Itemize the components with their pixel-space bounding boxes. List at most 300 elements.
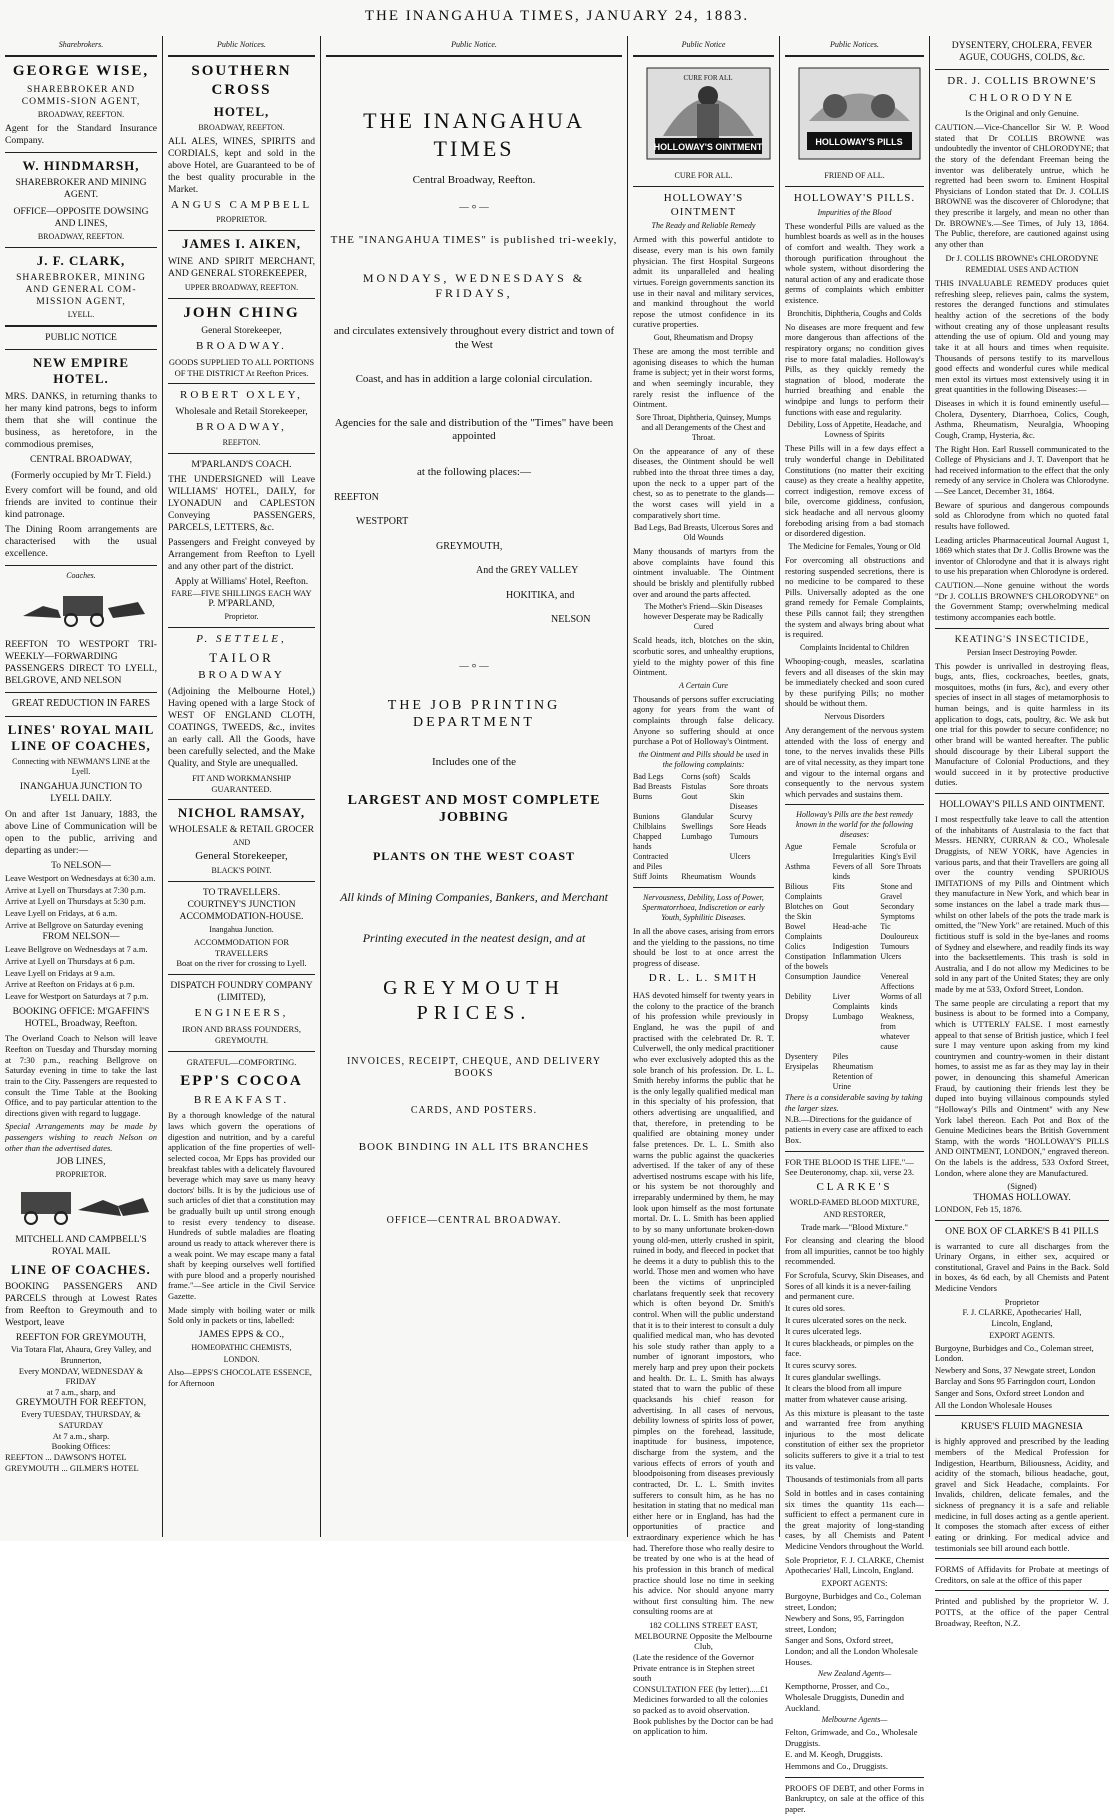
- notice-headline: LARGEST AND MOST COMPLETE JOBBING: [347, 792, 601, 826]
- hotel-address: BROADWAY, REEFTON.: [198, 122, 285, 132]
- advertiser-role: HOMEOPATHIC CHEMISTS,: [191, 1342, 292, 1352]
- advert-text: Leading articles Pharmaceutical Journal August 1, 1869 which states that Dr J. Collis Browne was the inventor of Chlorodyne and that it is always right to use his preparation when Chlorodyne is ordered.: [935, 534, 1109, 577]
- product-name: EPP'S COCOA: [180, 1072, 303, 1089]
- table-cell: Bad Legs: [633, 771, 664, 781]
- list-item: It clears the blood from all impure matter from whatever cause arising.: [785, 1383, 908, 1404]
- advert-text: CAUTION.—Vice-Chancellor Sir W. P. Wood stated that Dr COLLIS BROWNE was undoubtedly the inventor of CHLORODYNE; that the story of the defendant Freeman being the inventor was deliberately untrue, which he regretted had been sworn to. Eminent Hospital Physicians of London stated that Dr. J. COLLIS BROWNE was the discoverer of Chlorodyne; that they prescribe it largely, and mean no other than Dr. BROWNE's.—See Times, of July 13, 1864. The Public, therefore, are cautioned against using any other than: [935, 122, 1109, 249]
- table-cell: Swellings: [681, 821, 713, 831]
- advert-text: These Pills will in a few days effect a truly wonderful change in Debilitated Constitutions (no matter their exciting cause) as they create a healthy appetite, correct indigestion, remove excess of bile, overcome giddiness, confusion, sick headache and all nervous gloomy foreboding arising from a bad stomach or disordered digestion.: [785, 443, 924, 539]
- route-heading: GREYMOUTH FOR REEFTON,: [15, 1397, 147, 1409]
- subheading: Bad Legs, Bad Breasts, Ulcerous Sores and Old Wounds: [633, 523, 774, 543]
- schedule-heading: To NELSON—: [51, 860, 111, 872]
- advert-text: FORMS of Affidavits for Probate at meetings of Creditors, on sale at the office of this paper: [935, 1564, 1109, 1585]
- table-cell: Rheumatism: [681, 871, 722, 881]
- advert-text: The Overland Coach to Nelson will leave Reefton on Tuesday and Thursday morning at 7:30 p.m., reaching Bellgrove on Saturday evening in time to take the last train to the City. Passengers are requested to consult the Time Table at the Booking Office, and to pay particular attention to the directions given with regard to luggage.: [5, 1033, 157, 1118]
- advertiser-role: ENGINEERS,: [194, 1006, 289, 1019]
- advert-text: On the appearance of any of these diseases, the Ointment should be well rubbed into the throat three times a day, upon the neck to a upper part of the chest, so as to penetrate to the glands—the worst cases will yield in a comparatively short time.: [633, 445, 774, 520]
- agents-list: [935, 1343, 1109, 1411]
- column-chlorodyne: [930, 40, 1114, 1628]
- schedule-list: [5, 944, 157, 1001]
- route-heading: REEFTON FOR GREYMOUTH,: [15, 1332, 147, 1344]
- advert-text: Any derangement of the nervous system attended with the loss of energy and tone, to the nerves invalids these Pills are of vital necessity, as they impart tone and vigour to the internal organs and consequently to the nervous system which pervades and sustains them.: [785, 725, 924, 799]
- hotel-name: NEW EMPIRE HOTEL.: [32, 355, 130, 387]
- table-cell: Fits: [832, 882, 845, 892]
- advertiser-name: P. SETTELE,: [196, 633, 287, 646]
- agency-place: GREYMOUTH,: [436, 540, 503, 552]
- advertiser-address: BROADWAY,: [196, 421, 287, 434]
- advert-text: By a thorough knowledge of the natural laws which govern the operations of digestion and nutrition, and by a careful application of the fine properties of well-selected cocoa, Mr Epps has provided our breakfast tables with a delicately flavoured beverage which may save us many heavy doctors' bills. It is by the judicious use of such articles of diet that a constitution may be gradually built up until strong enough to resist every tendency to disease. Hundreds of subtle maladies are floating around us ready to attack wherever there is a weak point. We may escape many a fatal shaft by keeping ourselves well fortified with pure blood and a properly nourished frame."—See article in the Civil Service Gazette.: [168, 1110, 315, 1302]
- list-item: It cures scurvy sores.: [785, 1360, 857, 1371]
- advert-text: FOR THE BLOOD IS THE LIFE."—See Deuteronomy, chap. xii, verse 23.: [785, 1156, 915, 1178]
- advertiser-address: LYELL.: [67, 310, 95, 320]
- advert-text: Armed with this powerful antidote to disease, every man is his own family physician. The first Hospital Surgeons admit its unparalleled and healing virtues. Foreign governments sanction its use in their naval and military services, and mankind throughout the world repose the utmost confidence in its curative properties.: [633, 234, 774, 330]
- subheading: the Ointment and Pills should be used in the following complaints:: [638, 749, 769, 769]
- table-cell: [880, 1072, 924, 1092]
- advert-text: In all the above cases, arising from errors and the yielding to the passions, no time should be lost to at once arrest the progress of disease.: [633, 925, 774, 968]
- table-cell: Female Irregularities: [832, 842, 874, 862]
- advert-text: Agent for the Standard Insurance Company.: [5, 122, 157, 146]
- advert-text: For overcoming all obstructions and restoring suspended secretions, there is no medicine to be compared to these Pills. Universally adopted as the one grand remedy for Female Complaints, these Pills cannot fail; they strengthen the system and always bring about what is required.: [785, 554, 924, 640]
- list-item: Newbery and Sons, 95, Farringdon street, London;: [785, 1613, 904, 1634]
- table-cell: Tic Douloureux: [880, 922, 919, 942]
- list-item: Felton, Grimwade, and Co., Wholesale Druggists.: [785, 1727, 918, 1748]
- advert-text: Is the Original and only Genuine.: [965, 108, 1079, 119]
- advertiser-role: SHAREBROKER AND MINING AGENT.: [15, 176, 147, 200]
- advert-text: Many thousands of martyrs from the above complaints have found this ointment invaluable. The Ointment should be briskly and plentifully rubbed over and around the parts affected.: [633, 546, 774, 599]
- headline: DYSENTERY, CHOLERA, FEVER: [951, 40, 1093, 51]
- signature: THOMAS HOLLOWAY.: [973, 1191, 1071, 1203]
- table-cell: Contracted and Piles: [633, 851, 669, 871]
- headline: GREAT REDUCTION IN FARES: [11, 698, 151, 710]
- schedule-item: Arrive at Reefton on Fridays at 6 p.m.: [5, 979, 135, 990]
- table-cell: Chilblains: [633, 821, 666, 831]
- advert-text: Diseases in which it is found eminently useful—Cholera, Dysentery, Diarrhoea, Colics, Cough, Asthma, Rheumatism, Neuralgia, Whooping Cough, Cramp, Hysteria, &c.: [935, 398, 1109, 440]
- section-title: THE JOB PRINTING DEPARTMENT: [387, 697, 561, 731]
- hotel-address: CENTRAL BROADWAY,: [30, 454, 132, 466]
- advert-text: Thousands of persons suffer excruciating agony for years from the want of complaints through false delicacy. Anyone so suffering should at once purchase a Pot of Holloway's Ointment.: [633, 693, 774, 747]
- agency-place: HOKITIKA, and: [506, 589, 575, 601]
- agency-place: REEFTON: [334, 491, 379, 503]
- table-cell: Fevers of all kinds: [832, 862, 873, 882]
- advertiser-address: GREYMOUTH.: [214, 1036, 269, 1046]
- advertiser-name: J. F. CLARK,: [36, 252, 126, 268]
- column-holloway-ointment: [628, 40, 779, 1737]
- subheading: Sore Throat, Diphtheria, Quinsey, Mumps and all Derangements of the Chest and Throat.: [636, 412, 771, 442]
- table-cell: Scrofula or King's Evil: [880, 842, 917, 862]
- advertiser-name: COURTNEY'S JUNCTION ACCOMMODATION-HOUSE.: [179, 899, 304, 923]
- advert-text: THE UNDERSIGNED will Leave WILLIAMS' HOTEL, DAILY, for LYONADUN and CAPLESTON Conveying PASSENGERS, PARCELS, LETTERS, &c.: [168, 473, 315, 533]
- notice-text: INVOICES, RECEIPT, CHEQUE, AND DELIVERY BOOKS: [346, 1055, 602, 1080]
- advert-text: The Right Hon. Earl Russell communicated to the College of Physicians and J. T. Davenport that he had received information to the effect that the only remedy of any service in Cholera was Chlorodyne.—See Lancet, December 31, 1864.: [935, 443, 1109, 497]
- ointment-emblem-icon: [643, 66, 774, 161]
- advert-text: at 7 a.m., sharp, and: [46, 1386, 116, 1397]
- advert-text: BOOKING OFFICE: M'GAFFIN'S HOTEL, Broadway, Reefton.: [12, 1006, 150, 1030]
- advert-text: No diseases are more frequent and few more dangerous than affections of the respiratory organs; no condition gives rise to more fatal maladies. Holloway's Pills, as they quickly remedy the stagnation of blood, moderate the hurried breathing and enable the windpipe and lungs to perform their functions with ease and regularity.: [785, 321, 924, 417]
- advertiser-name: DR. L. L. SMITH: [648, 972, 759, 985]
- agency-place: WESTPORT: [356, 516, 409, 528]
- advert-text: PROOFS OF DEBT, and other Forms in Bankruptcy, on sale at the office of this paper.: [785, 1782, 924, 1814]
- list-item: For Scrofula, Scurvy, Skin Diseases, and Sores of all kinds it is a never-failing and permanent cure.: [785, 1270, 924, 1302]
- advert-text: Lincoln, England,: [991, 1317, 1053, 1328]
- table-cell: Gout: [832, 902, 849, 912]
- headline: INANGAHUA JUNCTION TO LYELL DAILY.: [19, 781, 143, 805]
- advert-text: Beware of spurious and dangerous compounds sold as Chlorodyne from which no quoted fatal results have followed.: [935, 499, 1109, 531]
- notice-text: and circulates extensively throughout every district and town of the West: [333, 325, 615, 352]
- agency-place: NELSON: [551, 614, 591, 626]
- advertiser-name: NICHOL RAMSAY,: [177, 805, 306, 821]
- advert-text: Book publishes by the Doctor can be had on application to him.: [633, 1715, 773, 1737]
- coach-line-title: LINE OF COACHES.: [11, 1262, 151, 1278]
- emblem-banner: HOLLOWAY'S PILLS: [815, 137, 903, 147]
- product-name: CHLORODYNE: [969, 91, 1075, 104]
- table-cell: Asthma: [785, 862, 810, 872]
- table-cell: [880, 1062, 924, 1072]
- list-item: Sanger and Sons, Oxford street, London; and all the London Wholesale Houses.: [785, 1635, 918, 1667]
- advert-text: For cleansing and clearing the blood from all impurities, cannot be too highly recommended.: [785, 1235, 924, 1267]
- coach-engraving-icon: [13, 588, 153, 628]
- schedule-list: [5, 873, 157, 930]
- schedule-item: Leave Lyell on Fridays, at 6 a.m.: [5, 908, 118, 919]
- section-header: Coaches.: [66, 571, 96, 581]
- advertiser-address: LONDON.: [223, 1354, 260, 1364]
- table-cell: Piles: [832, 1052, 849, 1062]
- schedule-item: Leave Bellgrove on Wednesdays at 7 a.m.: [5, 944, 148, 955]
- table-cell: [880, 1052, 924, 1062]
- advert-text: GOODS SUPPLIED TO ALL PORTIONS OF THE DISTRICT At Reefton Prices.: [168, 357, 315, 378]
- headline: AGUE, COUGHS, COLDS, &c.: [958, 51, 1086, 63]
- column-header: Public Notice.: [451, 40, 497, 49]
- advert-text: Sold in bottles and in cases containing six times the quantity 11s each—sufficient to effect a permanent cure in the great majority of long-standing cases, by all Chemists and Patent Medicine Vendors throughout the World.: [785, 1487, 924, 1552]
- list-item: E. and M. Keogh, Druggists.: [785, 1749, 883, 1760]
- notice-text: OFFICE—CENTRAL BROADWAY.: [386, 1214, 562, 1226]
- advertiser-name: JAMES I. AIKEN,: [181, 236, 302, 252]
- advertiser-address: BROADWAY.: [196, 340, 287, 353]
- list-item: Newbery and Sons, 37 Newgate street, London: [935, 1364, 1096, 1375]
- table-cell: Consumption: [785, 972, 829, 982]
- product-name: HOLLOWAY'S OINTMENT: [663, 191, 744, 218]
- notice-text: BOOK BINDING IN ALL ITS BRANCHES: [358, 1141, 590, 1154]
- notice-text: THE "INANGAHUA TIMES" is published tri-weekly,: [330, 233, 618, 246]
- table-cell: Ulcers: [880, 952, 902, 962]
- column-public-notice: [321, 40, 627, 1537]
- list-item: All the London Wholesale Houses: [935, 1399, 1052, 1410]
- newspaper-title: THE INANGAHUA TIMES: [363, 108, 585, 161]
- list-item: It cures old sores.: [785, 1302, 845, 1313]
- schedule-item: Arrive at Bellgrove on Saturday evening: [5, 919, 144, 930]
- pills-emblem-icon: [795, 66, 924, 161]
- emblem-banner: HOLLOWAY'S OINTMENT: [653, 142, 763, 152]
- schedule-item: Leave for Westport on Saturdays at 7 p.m.: [5, 990, 149, 1001]
- table-cell: Retention of Urine: [832, 1072, 873, 1092]
- advert-text: Via Totara Flat, Ahaura, Grey Valley, and Brunnerton,: [10, 1344, 152, 1365]
- subheading: New Zealand Agents—: [817, 1669, 892, 1679]
- subheading: Debility, Loss of Appetite, Headache, and Lowness of Spirits: [787, 420, 922, 440]
- complaints-table: [633, 772, 774, 882]
- advertiser-role: Wholesale and Retail Storekeeper,: [175, 406, 308, 418]
- subheading: The Ready and Reliable Remedy: [651, 221, 756, 231]
- notice-text: Includes one of the: [432, 755, 516, 768]
- advert-text: Every comfort will be found, and old friends are invited to continue their kind patronage.: [5, 485, 157, 521]
- advertiser-name: MITCHELL AND CAMPBELL'S ROYAL MAIL: [15, 1234, 147, 1258]
- notice-text: CARDS, AND POSTERS.: [410, 1104, 538, 1116]
- advert-text: GRATEFUL—COMFORTING.: [186, 1057, 297, 1068]
- advert-text: AND: [232, 838, 251, 848]
- table-cell: Bunions: [633, 811, 660, 821]
- table-cell: Bad Breasts: [633, 781, 672, 791]
- advert-text: Every MONDAY, WEDNESDAY & FRIDAY: [18, 1365, 144, 1387]
- advertiser-name: ROBERT OXLEY,: [180, 389, 303, 402]
- masthead: THE INANGAHUA TIMES, JANUARY 24, 1883.: [364, 8, 750, 24]
- advert-text: ACCOMMODATION FOR TRAVELLERS: [193, 937, 290, 958]
- advert-text: On and after 1st January, 1883, the above Line of Communication will be open to the public, arriving and departing as under:—: [5, 809, 157, 857]
- list-item: It cures glandular swellings.: [785, 1371, 881, 1382]
- ornament-divider: — ⸰ —: [459, 660, 489, 672]
- subheading: Gout, Rheumatism and Dropsy: [653, 333, 754, 343]
- table-cell: Worms of all kinds: [880, 992, 922, 1012]
- advert-text: Special Arrangements may be made by passengers wishing to reach Nelson on other than the advertised dates.: [5, 1121, 157, 1153]
- column-notices: [163, 40, 320, 1537]
- product-sub: Persian Insect Destroying Powder.: [966, 647, 1078, 657]
- table-cell: Chapped hands: [633, 831, 662, 851]
- schedule-item: Leave Lyell on Fridays at 9 a.m.: [5, 967, 115, 978]
- notice-text: Agencies for the sale and distribution of the "Times" have been appointed: [334, 416, 614, 443]
- list-item: It cures ulcerated legs.: [785, 1326, 862, 1337]
- product-name: HOLLOWAY'S PILLS.: [793, 191, 916, 204]
- agents-list: [785, 1591, 924, 1667]
- advert-text: WHOLESALE & RETAIL GROCER: [168, 824, 315, 836]
- section-title: PUBLIC NOTICE: [45, 332, 117, 344]
- table-cell: [785, 1072, 829, 1092]
- advert-text: The Dining Room arrangements are characterised with the usual excellence.: [5, 524, 157, 560]
- table-cell: Sore throats: [729, 781, 769, 791]
- advert-text: F. J. CLARKE, Apothecaries' Hall,: [962, 1307, 1082, 1318]
- table-cell: Tumours: [729, 831, 759, 841]
- subheading: REMEDIAL USES AND ACTION: [965, 265, 1079, 275]
- advertiser-address: BLACK'S POINT.: [211, 866, 272, 876]
- advert-text: CAUTION.—None genuine without the words "Dr J. COLLIS BROWNE'S CHLORODYNE" on the Government Stamp; overwhelming medical testimony accompanies each bottle.: [935, 580, 1109, 622]
- advert-text: Connecting with NEWMAN'S LINE at the Lyell.: [12, 757, 150, 777]
- advert-text: There is a considerable saving by taking the larger sizes.: [785, 1092, 923, 1114]
- cures-list: [785, 1270, 924, 1405]
- table-cell: Tumours: [880, 942, 909, 952]
- product-name: CLARKE'S: [816, 1180, 893, 1193]
- advert-text: Sole Proprietor, F. J. CLARKE, Chemist Apothecaries' Hall, Lincoln, England.: [785, 1554, 924, 1576]
- advert-text: Proprietor: [1004, 1296, 1040, 1307]
- table-cell: Wounds: [729, 871, 756, 881]
- notice-headline: GREYMOUTH PRICES.: [383, 976, 565, 1024]
- advertiser-address: BROADWAY, REEFTON.: [37, 231, 125, 241]
- list-item: Burgoyne, Burbidges and Co., Coleman street, London.: [935, 1342, 1094, 1364]
- subheading: Bronchitis, Diphtheria, Coughs and Colds: [787, 308, 922, 318]
- list-item: It cures blackheads, or pimples on the face.: [785, 1337, 914, 1359]
- advert-text: These wonderful Pills are valued as the humblest boards as well as in the houses of comfort and wealth. They work a thorough purification throughout the whole system, without disordering the natural action of any and eradicate those germs of complaints which embitter existence.: [785, 220, 924, 306]
- imprint: Printed and published by the proprietor W. J. POTTS, at the office of the paper Central Broadway, Reefton, N.Z.: [935, 1596, 1109, 1628]
- column-header: Public Notices.: [217, 40, 266, 49]
- advert-text: is highly approved and prescribed by the leading members of the Medical Profession for Indigestion, Heartburn, Biliousness, Acidity, and acidity of the stomach, bilious headache, gout, gravel and Sick Headache, complaints. For Invalids, children, delicate females, and the sickness of pregnancy it is a safe and reliable medicine, in full doses acting as a gentle aperient. It composes the stomach after excess of either eating or drinking. For medical advice and testimonials see bill around each bottle.: [935, 1436, 1109, 1553]
- table-cell: Debility: [785, 992, 812, 1002]
- notice-headline: PLANTS ON THE WEST COAST: [372, 848, 576, 863]
- advert-text: Whooping-cough, measles, scarlatina fevers and all diseases of the skin may be immediately checked and soon cured by these purifying Pills; no mother should be without them.: [785, 655, 924, 709]
- subheading: EXPORT AGENTS.: [989, 1330, 1055, 1340]
- schedule-heading: FROM NELSON—: [42, 931, 120, 943]
- subheading: Complaints Incidental to Children: [799, 642, 910, 652]
- table-cell: Bowel Complaints: [785, 922, 822, 942]
- table-cell: Constipation of the bowels: [785, 952, 829, 972]
- table-cell: Jaundice: [832, 972, 861, 982]
- advert-text: Booking Offices:: [51, 1441, 111, 1452]
- emblem-motto: CURE FOR ALL: [683, 74, 733, 82]
- advert-text: FARE—FIVE SHILLINGS EACH WAY: [171, 587, 312, 598]
- table-cell: Weakness, from whatever cause: [880, 1012, 915, 1052]
- advert-text: CONSULTATION FEE (by letter).....£1: [633, 1683, 769, 1694]
- schedule-item: Arrive at Lyell on Thursdays at 7:30 p.m.: [5, 884, 146, 895]
- advert-text: I most respectfully take leave to call the attention of the inhabitants of Australasia to the fact that Messrs. HENRY, CURRAN & CO., Wholesale Druggists, of NEW YORK, have Agencies in various parts, and that their Travellers are going all over the country vending SPURIOUS IMITATIONS of my Pills and Ointment which they manufacture in New York, and which bear in some instances on the label a trade mark thus—whilst on other labels of the pots the trade mark is omitted, the "New York" are retained. Much of this fictitious stuff is sold in the bye-lanes and rooms of Sydney and elsewhere, and readily finds its way into the backsettlements. This trash is sold in Australia, and I do not allow my Medicines to be sold in any part of the United States; they are only made by me at 533, Oxford Street, London.: [935, 814, 1109, 995]
- table-cell: Lumbago: [681, 831, 712, 841]
- table-cell: Burns: [633, 791, 653, 801]
- advert-text: (Formerly occupied by Mr T. Field.): [11, 470, 151, 482]
- advertiser-name: JOB LINES,: [56, 1156, 106, 1168]
- subheading: Nervousness, Debility, Loss of Power, Spermatorrhoea, Indiscretion or early Youth, Syphilitic Diseases.: [642, 892, 765, 922]
- table-cell: Blotches on the Skin: [785, 902, 823, 922]
- table-cell: Fistulas: [681, 781, 707, 791]
- hotel-name: HOTEL,: [213, 103, 270, 119]
- advert-text: is warranted to cure all discharges from the Urinary Organs, in either sex, acquired or constitutional, Gravel and Pains in the Back. Sold in boxes, 4s 6d each, by all Chemists and Patent Medicine Vendors: [935, 1240, 1109, 1294]
- column-header: Sharebrokers.: [58, 40, 104, 49]
- advert-text: At 7 a.m., sharp.: [52, 1430, 110, 1441]
- table-cell: Erysipelas: [785, 1062, 819, 1072]
- table-cell: [681, 852, 725, 872]
- advert-text: Dr J. COLLIS BROWNE's CHLORODYNE: [945, 252, 1099, 263]
- table-cell: Sore Throats: [880, 862, 922, 872]
- advert-text: LONDON, Feb 15, 1876.: [935, 1203, 1022, 1214]
- schedule-item: Arrive at Lyell on Thursdays at 6 p.m.: [5, 955, 135, 966]
- subheading: EXPORT AGENTS:: [821, 1578, 888, 1588]
- advert-text: THIS INVALUABLE REMEDY produces quiet refreshing sleep, relieves pain, calms the system, restores the deranged functions and stimulates healthy action of the secretions of the body without creating any of those unpleasant results attending the use of opium. Old and young may take it at all hours and times when requisite. Thousands of persons testify to its marvellous good effects and wonderful cures while medical men extol its virtues most extensively using it in great quantities in the following Diseases:—: [935, 278, 1109, 395]
- product-name: HOLLOWAY'S PILLS AND OINTMENT.: [939, 799, 1105, 811]
- advertiser-name: GEORGE WISE,: [12, 63, 150, 79]
- column-header: Public Notice: [681, 40, 726, 49]
- list-item: Burgoyne, Burbidges and Co., Coleman street, London;: [785, 1590, 922, 1612]
- advertiser-address: REEFTON.: [222, 437, 261, 447]
- advert-text: MRS. DANKS, in returning thanks to her many kind patrons, begs to inform them that she will continue the business, as heretofore, in the commodious premises,: [5, 390, 157, 450]
- agency-place: And the GREY VALLEY: [476, 565, 579, 577]
- advert-text: Medicines forwarded to all the colonies so packed as to avoid observation.: [633, 1694, 768, 1716]
- advertiser-role: SHAREBROKER, MINING AND GENERAL COM-MISSION AGENT,: [16, 272, 146, 308]
- schedule-item: Arrive at Lyell on Thursdays at 5:30 p.m.: [5, 896, 146, 907]
- table-cell: Colics: [785, 942, 806, 952]
- advert-text: Also—EPPS'S CHOCOLATE ESSENCE, for Afternoon: [168, 1366, 312, 1388]
- table-cell: Ulcers: [729, 851, 751, 861]
- advertiser-address: 182 COLLINS STREET EAST, MELBOURNE Opposite the Melbourne Club,: [634, 1620, 773, 1652]
- notice-text: Coast, and has in addition a large colonial circulation.: [355, 372, 593, 385]
- column-holloway-pills: [780, 40, 929, 1814]
- table-cell: Indigestion: [832, 942, 869, 952]
- notice-text: All kinds of Mining Companies, Bankers, and Merchant: [340, 889, 608, 904]
- advertiser-name: DR. J. COLLIS BROWNE'S: [947, 74, 1097, 87]
- advertiser-name: W. HINDMARSH,: [22, 157, 140, 173]
- subheading: Impurities of the Blood: [817, 207, 892, 217]
- advertiser-role: TAILOR: [209, 650, 274, 666]
- table-cell: Venereal Affections: [880, 972, 914, 992]
- list-item: Sanger and Sons, Oxford street London and: [935, 1388, 1084, 1399]
- product-sub: WORLD-FAMED BLOOD MIXTURE,: [789, 1197, 920, 1207]
- advert-text: Made simply with boiling water or milk Sold only in packets or tins, labelled:: [168, 1304, 315, 1326]
- ornament-divider: — ⸰ —: [459, 201, 489, 213]
- product-sub: AND RESTORER,: [823, 1209, 886, 1219]
- advert-text: These are among the most terrible and agonising diseases to which the human frame is subject; yet in their worst forms, and when seemingly incurable, they rarely resist the influence of the Ointment.: [633, 346, 774, 410]
- table-cell: Glandular: [681, 811, 714, 821]
- advertiser-address: BROADWAY, REEFTON.: [37, 109, 125, 119]
- notice-text: MONDAYS, WEDNESDAYS & FRIDAYS,: [362, 271, 586, 301]
- table-cell: Rheumatism: [832, 1062, 874, 1072]
- table-cell: Gout: [681, 791, 698, 801]
- advert-text: (Signed): [1007, 1181, 1037, 1192]
- advert-text: The same people are circulating a report that my business is about to be formed into a Company, which is UTTERLY FALSE. I most earnestly appeal to that sense of British justice, which I feel sure I may venture upon asking from my kind countrymen and country-women in their distant homes, to assist me as far as they may lay in their power, in denouncing this shameful American Fraud, by cautioning their friends lest they be duped into buying villainous compounds styled "Holloway's Pills and Ointment" with any New York label thereon. Each Pot and Box of the Genuine Medicines bears the British Government Stamp, with the words "HOLLOWAY'S PILLS AND OINTMENT, LONDON," engraved thereon. On the labels is the address, 533 Oxford Street, London, where alone they are Manufactured.: [935, 997, 1109, 1178]
- product-name: KRUSE'S FLUID MAGNESIA: [960, 1421, 1084, 1433]
- table-cell: Stiff Joints: [633, 871, 668, 881]
- table-cell: Sore Heads: [729, 821, 767, 831]
- table-cell: Skin Diseases: [729, 791, 758, 811]
- advert-text: Passengers and Freight conveyed by Arrangement from Reefton to Lyell and any other part of the district.: [168, 536, 315, 572]
- table-cell: Dysentery: [785, 1052, 818, 1062]
- advertiser-role: General Storekeeper,: [195, 850, 288, 863]
- product-name: KEATING'S INSECTICIDE,: [954, 633, 1090, 645]
- advert-text: Boat on the river for crossing to Lyell.: [176, 958, 307, 969]
- table-cell: Scurvy: [729, 811, 753, 821]
- advert-text: Apply at Williams' Hotel, Reefton.: [174, 575, 309, 587]
- advertiser-role: SHAREBROKER AND COMMIS-SION AGENT,: [21, 83, 141, 107]
- table-cell: Lumbago: [832, 1012, 864, 1022]
- advertiser-name: DISPATCH FOUNDRY COMPANY (LIMITED),: [170, 980, 313, 1003]
- advertiser-name: M'PARLAND'S COACH.: [191, 458, 292, 470]
- emblem-caption: FRIEND OF ALL.: [824, 170, 885, 180]
- advertiser-role: General Storekeeper,: [201, 325, 282, 337]
- advert-text: (Late the residence of the Governor Private entrance is in Stephen street south: [633, 1651, 755, 1684]
- subheading: The Mother's Friend—Skin Diseases however Desperate may be Radically Cured: [643, 602, 764, 632]
- advert-text: This powder is unrivalled in destroying fleas, bugs, ants, flies, cockroaches, beetles, gnats, mosquitoes, moths (in furs, &c), and every other species of insect in all stages of metamorphosis to human beings, and is quite harmless in its application to dogs, cats, poultry, &c. We ask but one trial for this powder to secure confidence; no other brand will be wanted hereafter. The public should discourage by their Liberal support the Manufacture of Colonial Productions, and they would succeed in it by protective productive duties.: [935, 660, 1109, 788]
- coach-line-title: LINES' ROYAL MAIL LINE OF COACHES,: [7, 721, 155, 754]
- subheading: Holloway's Pills are the best remedy known in the world for the following diseases:: [796, 810, 913, 840]
- proprietor-name: P. M'PARLAND,: [208, 598, 275, 610]
- advert-text: (Adjoining the Melbourne Hotel,) Having opened with a large Stock of WEST OF ENGLAND CLOTH, COATINGS, TWEEDS, &c., invites an early call. All the Goods, have been carefully selected, and the Make Quality, and Style are unequalled.: [168, 686, 315, 769]
- advert-text: FIT AND WORKMANSHIP GUARANTEED.: [192, 772, 291, 794]
- coach-engraving-icon: [13, 1186, 153, 1226]
- advert-text: Scald heads, itch, blotches on the skin, scorbutic sores, and unhealthy eruptions, yield to the mighty power of this fine Ointment.: [633, 635, 774, 678]
- column-sharebrokers: [0, 40, 162, 1537]
- proprietor-role: Proprietor.: [224, 612, 259, 622]
- advertiser-name: JOHN CHING: [183, 304, 300, 321]
- advertiser-office: OFFICE—OPPOSITE DOWSING AND LINES,: [13, 205, 149, 229]
- product-sub: BREAKFAST.: [193, 1093, 290, 1106]
- coach-route: REEFTON TO WESTPORT TRI-WEEKLY—FORWARDING PASSENGERS DIRECT TO LYELL, BELGROVE, AND NELSON: [5, 639, 157, 687]
- advert-text: Every TUESDAY, THURSDAY, & SATURDAY: [21, 1409, 141, 1431]
- table-cell: Bilious Complaints: [785, 882, 822, 902]
- emblem-caption: CURE FOR ALL.: [674, 170, 733, 180]
- advertiser-name: JAMES EPPS & CO.,: [198, 1328, 285, 1340]
- proprietor-role: PROPRIETOR.: [216, 215, 267, 225]
- advertiser-role: IRON AND BRASS FOUNDERS,: [181, 1023, 302, 1034]
- hotel-name: SOUTHERN CROSS: [191, 63, 292, 98]
- advertiser-role: PROPRIETOR.: [55, 1170, 107, 1180]
- subheading: Melbourne Agents—: [821, 1715, 888, 1725]
- table-cell: Liver Complaints: [832, 992, 870, 1012]
- advertiser-address: Inangahua Junction.: [209, 925, 274, 935]
- table-cell: Scalds: [729, 771, 751, 781]
- advert-text: As this mixture is pleasant to the taste and warranted free from anything injurious to the most delicate constitution of either sex the proprietor solicits sufferers to give it a trial to test its value.: [785, 1407, 924, 1471]
- notice-text: Printing executed in the neatest design, and at: [362, 930, 586, 945]
- subheading: Nervous Disorders: [824, 712, 885, 722]
- advert-text: ALL ALES, WINES, SPIRITS and CORDIALS, kept and sold in the above Hotel, are Guaranteed to be of the best quality procurable in the Market.: [168, 135, 315, 195]
